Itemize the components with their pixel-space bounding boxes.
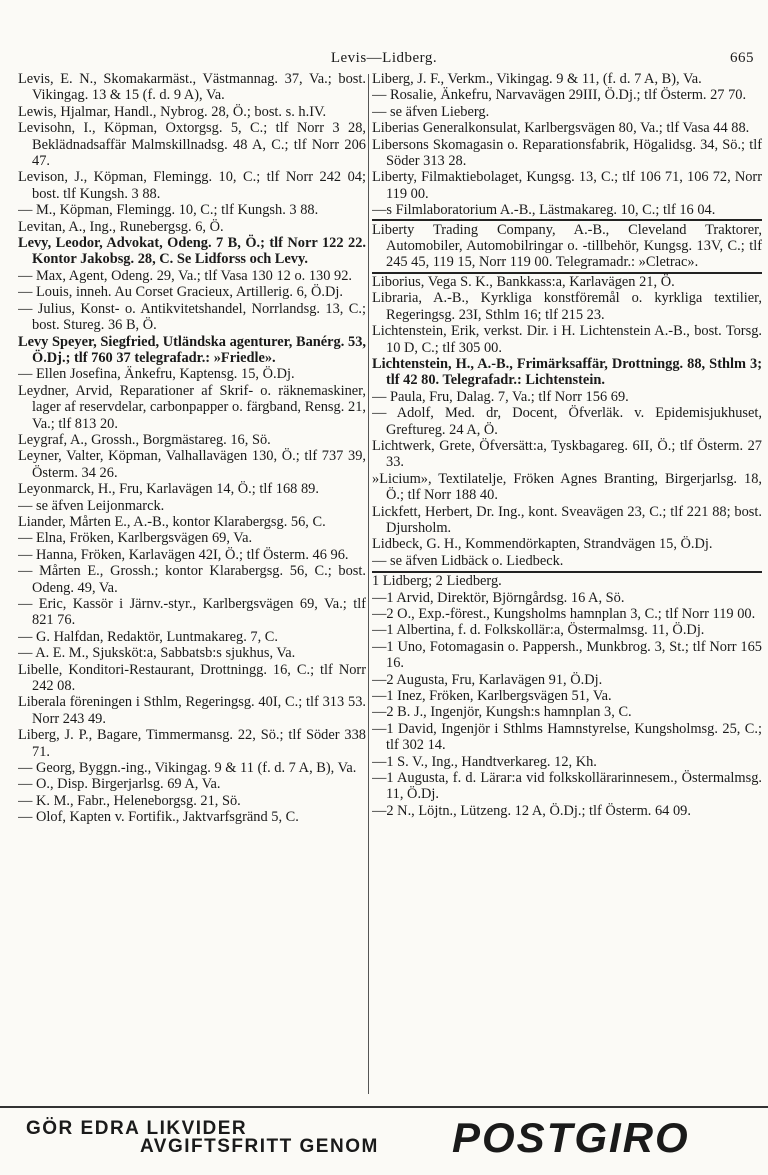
directory-entry: Leygraf, A., Grossh., Borgmästareg. 16, Sö. [18, 431, 271, 448]
directory-entry: —1 Augusta, f. d. Lärar:a vid folkskollärarinnesem., Östermalmsg. 11, Ö.Dj. [372, 770, 762, 803]
ad-tagline-line2: AVGIFTSFRITT GENOM [140, 1136, 379, 1157]
directory-entry: Levy, Leodor, Advokat, Odeng. 7 B, Ö.; tlf Norr 122 22. Kontor Jakobsg. 28, C. Se Lidforss och Levy. [18, 235, 366, 268]
directory-entry: — Mårten E., Grossh.; kontor Klarabergsg. 56, C.; bost. Odeng. 49, Va. [18, 563, 366, 596]
directory-entry: Leyonmarck, H., Fru, Karlavägen 14, Ö.; tlf 168 89. [18, 481, 319, 498]
directory-entry: —s Filmlaboratorium A.-B., Lästmakareg. 10, C.; tlf 16 04. [372, 202, 716, 219]
directory-entry: Levy Speyer, Siegfried, Utländska agenturer, Banérg. 53, Ö.Dj.; tlf 760 37 telegrafadr.: »Friedle». [18, 333, 366, 366]
directory-entry: Liberias Generalkonsulat, Karlbergsvägen 80, Va.; tlf Vasa 44 88. [372, 120, 750, 137]
column-divider [368, 74, 369, 1094]
directory-entry: Liberala föreningen i Sthlm, Regeringsg. 40I, C.; tlf 313 53. Norr 243 49. [18, 694, 366, 727]
directory-entry: Levisohn, I., Köpman, Oxtorgsg. 5, C.; tlf Norr 3 28, Beklädnadsaffär Malmskillnadsg. 48 A, C.; tlf Norr 206 47. [18, 120, 366, 170]
page-number: 665 [730, 50, 754, 66]
directory-entry: —1 Arvid, Direktör, Björngårdsg. 16 A, Sö. [372, 589, 625, 606]
directory-entry: — Julius, Konst- o. Antikvitetshandel, Norrlandsg. 13, C.; bost. Stureg. 36 B, Ö. [18, 300, 366, 334]
directory-entry: — Ellen Josefina, Änkefru, Kaptensg. 15, Ö.Dj. [18, 366, 295, 383]
page-header [14, 50, 754, 72]
directory-entry: Levison, J., Köpman, Flemingg. 10, C.; tlf Norr 242 04; bost. tlf Kungsh. 3 88. [18, 169, 366, 202]
right-column [372, 71, 762, 1097]
directory-entry: Lewis, Hjalmar, Handl., Nybrog. 28, Ö.; bost. s. h.IV. [18, 103, 327, 120]
directory-entry: — K. M., Fabr., Heleneborgsg. 21, Sö. [18, 792, 241, 809]
directory-entry: Libersons Skomagasin o. Reparationsfabrik, Högalidsg. 34, Sö.; tlf Söder 313 28. [372, 136, 762, 170]
directory-entry: —2 Augusta, Fru, Karlavägen 91, Ö.Dj. [372, 671, 603, 688]
directory-entry: — se äfven Lieberg. [372, 103, 490, 120]
directory-entry: —1 David, Ingenjör i Sthlms Hamnstyrelse, Kungsholmsg. 25, C.; tlf 302 14. [372, 720, 762, 754]
directory-entry: — A. E. M., Sjuksköt:a, Sabbatsb:s sjukhus, Va. [18, 645, 296, 662]
ad-tagline-line1: GÖR EDRA LIKVIDER [26, 1118, 248, 1139]
directory-entry: Liberty, Filmaktiebolaget, Kungsg. 13, C.; tlf 106 71, 106 72, Norr 119 00. [372, 169, 762, 202]
directory-entry: — Eric, Kassör i Järnv.-styr., Karlbergsvägen 69, Va.; tlf 821 76. [18, 596, 366, 629]
directory-entry: — se äfven Lidbäck o. Liedbeck. [372, 553, 762, 573]
directory-entry: Lichtenstein, H., A.-B., Frimärksaffär, Drottningg. 88, Sthlm 3; tlf 42 80. Telegrafadr.: Lichtenstein. [372, 355, 762, 389]
directory-entry: Liander, Mårten E., A.-B., kontor Klarabergsg. 56, C. [18, 513, 326, 530]
directory-entry: Lichtwerk, Grete, Öfversätt:a, Tyskbagareg. 6II, Ö.; tlf Österm. 27 33. [372, 437, 762, 471]
directory-entry: — M., Köpman, Flemingg. 10, C.; tlf Kungsh. 3 88. [18, 202, 319, 219]
running-title: Levis—Lidberg. [330, 50, 438, 66]
directory-entry: Levitan, A., Ing., Runebergsg. 6, Ö. [18, 218, 224, 235]
directory-entry: Libraria, A.-B., Kyrkliga konstföremål o. kyrkliga textilier, Regeringsg. 23I, Sthlm 16; tlf 215 23. [372, 290, 762, 323]
directory-entry: —1 Albertina, f. d. Folkskollär:a, Östermalmsg. 11, Ö.Dj. [372, 622, 705, 639]
directory-entry: — Elna, Fröken, Karlbergsvägen 69, Va. [18, 530, 253, 547]
directory-entry: — O., Disp. Birgerjarlsg. 69 A, Va. [18, 776, 221, 793]
directory-entry: Leyner, Valter, Köpman, Valhallavägen 130, Ö.; tlf 737 39, Österm. 34 26. [18, 448, 366, 481]
directory-entry: Liberty Trading Company, A.-B., Cleveland Traktorer, Automobiler, Automobilringar o. -tillbehör, Kungsg. 13V, C.; tlf 245 45, 119 15, Norr 119 00. Telegramadr.: »Cletrac». [372, 219, 762, 274]
directory-entry: 1 Lidberg; 2 Liedberg. [372, 573, 502, 590]
directory-entry: Levis, E. N., Skomakarmäst., Västmannag. 37, Va.; bost. Vikingag. 13 & 15 (f. d. 9 A), Va. [18, 71, 366, 104]
directory-entry: — Hanna, Fröken, Karlavägen 42I, Ö.; tlf Österm. 46 96. [18, 546, 349, 563]
ad-brand-logo: POSTGIRO [452, 1114, 690, 1161]
directory-entry: — Max, Agent, Odeng. 29, Va.; tlf Vasa 130 12 o. 130 92. [18, 267, 353, 284]
footer-advertisement [0, 1106, 768, 1168]
directory-entry: — se äfven Leijonmarck. [18, 497, 165, 514]
directory-entry: —2 O., Exp.-förest., Kungsholms hamnplan 3, C.; tlf Norr 119 00. [372, 606, 756, 622]
directory-entry: Leydner, Arvid, Reparationer af Skrif- o. räknemaskiner, lager af reservdelar, carbonpapper o. färgband, Rensg. 21, Va.; tlf 813 20. [18, 382, 366, 432]
directory-entry: — G. Halfdan, Redaktör, Luntmakareg. 7, C. [18, 628, 278, 645]
directory-entry: —2 N., Löjtn., Lützeng. 12 A, Ö.Dj.; tlf Österm. 64 09. [372, 802, 691, 819]
directory-entry: — Olof, Kapten v. Fortifik., Jaktvarfsgränd 5, C. [18, 809, 299, 826]
directory-entry: Liberg, J. F., Verkm., Vikingag. 9 & 11, (f. d. 7 A, B), Va. [372, 71, 702, 87]
directory-entry: Lidbeck, G. H., Kommendörkapten, Strandvägen 15, Ö.Dj. [372, 536, 713, 553]
directory-entry: —2 B. J., Ingenjör, Kungsh:s hamnplan 3, C. [372, 704, 632, 721]
directory-entry: Liborius, Vega S. K., Bankkass:a, Karlavägen 21, Ö. [372, 273, 675, 290]
directory-entry: »Licium», Textilatelje, Fröken Agnes Branting, Birgerjarlsg. 18, Ö.; tlf Norr 188 40. [372, 470, 762, 504]
left-column [18, 71, 366, 1097]
directory-entry: —1 Uno, Fotomagasin o. Pappersh., Munkbrog. 3, St.; tlf Norr 165 16. [372, 638, 762, 672]
directory-entry: Lichtenstein, Erik, verkst. Dir. i H. Lichtenstein A.-B., bost. Torsg. 10 D, C.; tlf 305 00. [372, 323, 762, 356]
directory-entry: Liberg, J. P., Bagare, Timmermansg. 22, Sö.; tlf Söder 338 71. [18, 727, 366, 760]
directory-entry: — Adolf, Med. dr, Docent, Öfverläk. v. Epidemisjukhuset, Greftureg. 24 A, Ö. [372, 405, 762, 438]
directory-entry: —1 S. V., Ing., Handtverkareg. 12, Kh. [372, 753, 597, 770]
directory-entry: — Paula, Fru, Dalag. 7, Va.; tlf Norr 156 69. [372, 388, 629, 405]
directory-entry: —1 Inez, Fröken, Karlbergsvägen 51, Va. [372, 688, 612, 705]
directory-entry: — Louis, inneh. Au Corset Gracieux, Artillerig. 6, Ö.Dj. [18, 284, 343, 301]
directory-entry: Lickfett, Herbert, Dr. Ing., kont. Sveavägen 23, C.; tlf 221 88; bost. Djursholm. [372, 503, 762, 536]
directory-entry: Libelle, Konditori-Restaurant, Drottningg. 16, C.; tlf Norr 242 08. [18, 661, 366, 695]
directory-entry: — Georg, Byggn.-ing., Vikingag. 9 & 11 (f. d. 7 A, B), Va. [18, 760, 357, 777]
directory-entry: — Rosalie, Änkefru, Narvavägen 29III, Ö.Dj.; tlf Österm. 27 70. [372, 87, 747, 104]
